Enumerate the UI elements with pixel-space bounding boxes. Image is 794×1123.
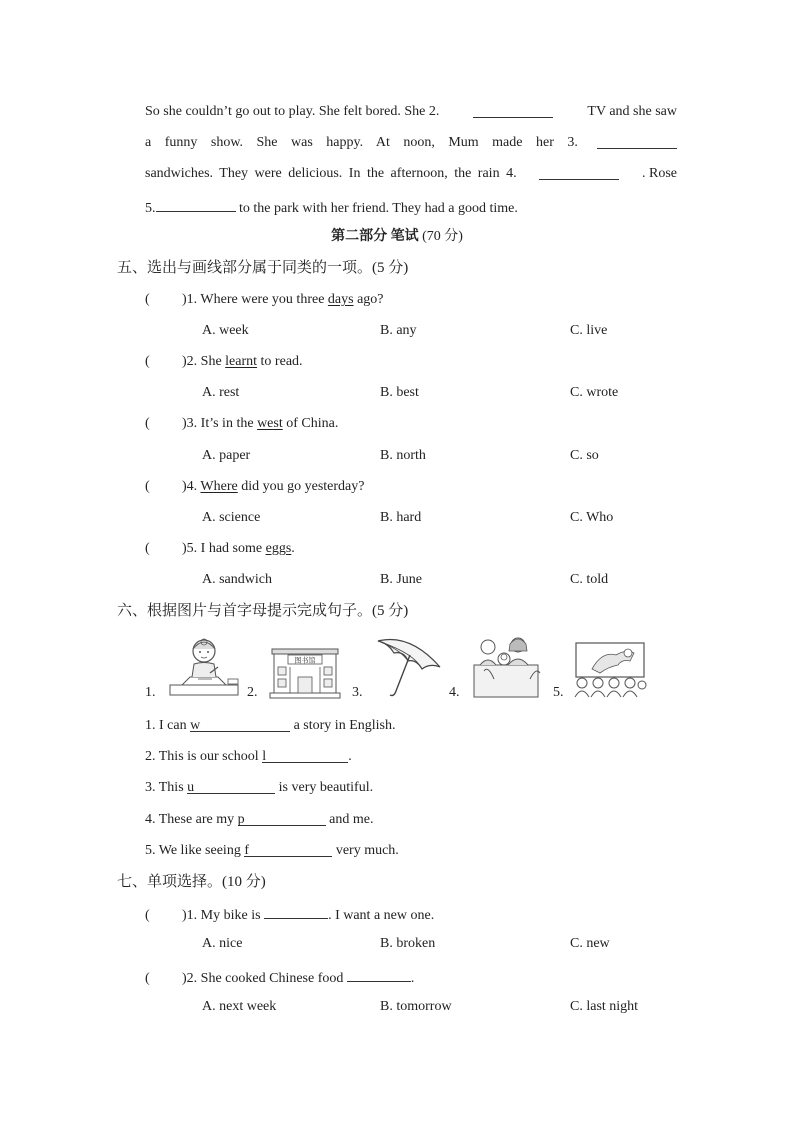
s7-question-2 [145, 967, 414, 988]
answer-blank[interactable] [347, 967, 411, 982]
question-number: )5. [182, 541, 198, 556]
option-b[interactable]: B. broken [380, 936, 436, 951]
passage-text: to the park with her friend. They had a good time. [239, 201, 518, 216]
umbrella-icon [370, 633, 444, 699]
option-a[interactable]: A. science [202, 510, 261, 525]
passage-line-3 [145, 165, 677, 183]
s6-sentence-1 [145, 717, 395, 735]
answer-blank[interactable] [190, 717, 290, 732]
sentence-text: a story in English. [293, 718, 396, 733]
picture-number: 5. [553, 685, 564, 700]
passage-text: sandwiches. They were delicious. In the afternoon, the rain 4. [145, 166, 517, 181]
question-number: )1. [182, 908, 198, 923]
question-text: to read. [257, 354, 303, 369]
sentence-text: 5. We like seeing [145, 843, 245, 858]
option-b[interactable]: B. hard [380, 510, 422, 525]
s5-question-4 [145, 478, 364, 496]
question-text: did you go yesterday? [237, 479, 365, 494]
sentence-text: 1. I can [145, 718, 191, 733]
part-title-text: 第二部分 笔试 [331, 229, 419, 244]
picture-number: 1. [145, 685, 156, 700]
option-c[interactable]: C. live [570, 323, 608, 338]
sentence-text: 2. This is our school [145, 749, 263, 764]
picture-number: 3. [352, 685, 363, 700]
passage-line-4 [145, 197, 518, 218]
underlined-word: learnt [225, 354, 258, 369]
answer-paren[interactable]: ( [145, 416, 150, 431]
answer-blank[interactable] [244, 842, 332, 857]
library-sign: 图书馆 [294, 656, 316, 665]
passage-text: a funny show. She was happy. At noon, Mum made her 3. [145, 135, 578, 150]
option-c[interactable]: C. told [570, 572, 609, 587]
question-text: She cooked Chinese food [200, 971, 347, 986]
library-building-icon [268, 643, 342, 699]
part-score: (70 分) [422, 229, 463, 244]
s5-question-3 [145, 415, 338, 433]
question-text: . [291, 541, 295, 556]
question-text: of China. [282, 416, 339, 431]
family-icon [470, 635, 546, 699]
question-text: . I want a new one. [328, 908, 435, 923]
answer-blank[interactable] [597, 134, 677, 149]
s6-sentence-5 [145, 842, 399, 860]
passage-text: TV and she saw [587, 104, 677, 119]
passage-text: . Rose [641, 166, 677, 181]
passage-text: So she couldn’t go out to play. She felt bored. She 2. [145, 104, 440, 119]
option-b[interactable]: B. best [380, 385, 419, 400]
question-text: My bike is [200, 908, 265, 923]
s7-question-1 [145, 904, 434, 925]
s6-sentence-4 [145, 811, 373, 829]
hint-letter: f [244, 843, 249, 858]
passage-line-1 [145, 103, 677, 121]
option-b[interactable]: B. tomorrow [380, 999, 452, 1014]
s5-question-1 [145, 291, 384, 309]
hint-letter: p [237, 812, 245, 827]
answer-paren[interactable]: ( [145, 908, 150, 923]
question-number: )2. [182, 971, 198, 986]
question-text: Where were you three [200, 292, 328, 307]
option-a[interactable]: A. next week [202, 999, 277, 1014]
picture-row [140, 633, 660, 705]
question-number: )4. [182, 479, 198, 494]
question-text: . [410, 971, 415, 986]
option-c[interactable]: C. so [570, 448, 599, 463]
answer-paren[interactable]: ( [145, 354, 150, 369]
option-a[interactable]: A. rest [202, 385, 240, 400]
picture-number: 4. [449, 685, 460, 700]
sentence-text: 4. These are my [145, 812, 238, 827]
section-7-title: 七、单项选择。(10 分) [117, 874, 266, 890]
answer-blank[interactable] [187, 779, 275, 794]
answer-paren[interactable]: ( [145, 479, 150, 494]
question-text: I had some [200, 541, 266, 556]
question-text: She [200, 354, 226, 369]
answer-paren[interactable]: ( [145, 971, 150, 986]
option-a[interactable]: A. week [202, 323, 249, 338]
sentence-text: 3. This [145, 780, 188, 795]
option-a[interactable]: A. paper [202, 448, 251, 463]
s5-question-2 [145, 353, 303, 371]
part-title [0, 228, 794, 246]
option-a[interactable]: A. nice [202, 936, 243, 951]
underlined-word: west [257, 416, 283, 431]
hint-letter: u [187, 780, 195, 795]
sentence-text: is very beautiful. [278, 780, 374, 795]
s5-question-5 [145, 540, 295, 558]
answer-blank[interactable] [262, 748, 348, 763]
option-b[interactable]: B. June [380, 572, 422, 587]
option-b[interactable]: B. any [380, 323, 417, 338]
answer-blank[interactable] [238, 811, 326, 826]
option-a[interactable]: A. sandwich [202, 572, 272, 587]
option-c[interactable]: C. wrote [570, 385, 619, 400]
underlined-word: eggs [265, 541, 292, 556]
question-number: )1. [182, 292, 198, 307]
answer-blank[interactable] [539, 165, 619, 180]
s6-sentence-3 [145, 779, 373, 797]
option-c[interactable]: C. Who [570, 510, 614, 525]
option-b[interactable]: B. north [380, 448, 426, 463]
sentence-text: very much. [335, 843, 399, 858]
question-text: It’s in the [200, 416, 258, 431]
section-6-title: 六、根据图片与首字母提示完成句子。(5 分) [117, 603, 409, 619]
answer-paren[interactable]: ( [145, 541, 150, 556]
sentence-text: . [348, 749, 352, 764]
answer-blank[interactable] [264, 904, 328, 919]
answer-blank[interactable] [473, 103, 553, 118]
answer-paren[interactable]: ( [145, 292, 150, 307]
question-number: )3. [182, 416, 198, 431]
option-c[interactable]: C. last night [570, 999, 639, 1014]
section-5-title: 五、选出与画线部分属于同类的一项。(5 分) [117, 260, 409, 276]
question-number: )2. [182, 354, 198, 369]
underlined-word: Where [200, 479, 238, 494]
boy-writing-icon [168, 633, 240, 699]
passage-line-2 [145, 134, 677, 152]
picture-number: 2. [247, 685, 258, 700]
passage-text: 5. [145, 201, 156, 216]
option-c[interactable]: C. new [570, 936, 610, 951]
s6-sentence-2 [145, 748, 352, 766]
question-text: ago? [353, 292, 384, 307]
hint-letter: l [262, 749, 267, 764]
hint-letter: w [190, 718, 201, 733]
underlined-word: days [327, 292, 354, 307]
cinema-film-icon [572, 639, 648, 699]
answer-blank[interactable] [156, 197, 236, 212]
sentence-text: and me. [329, 812, 374, 827]
